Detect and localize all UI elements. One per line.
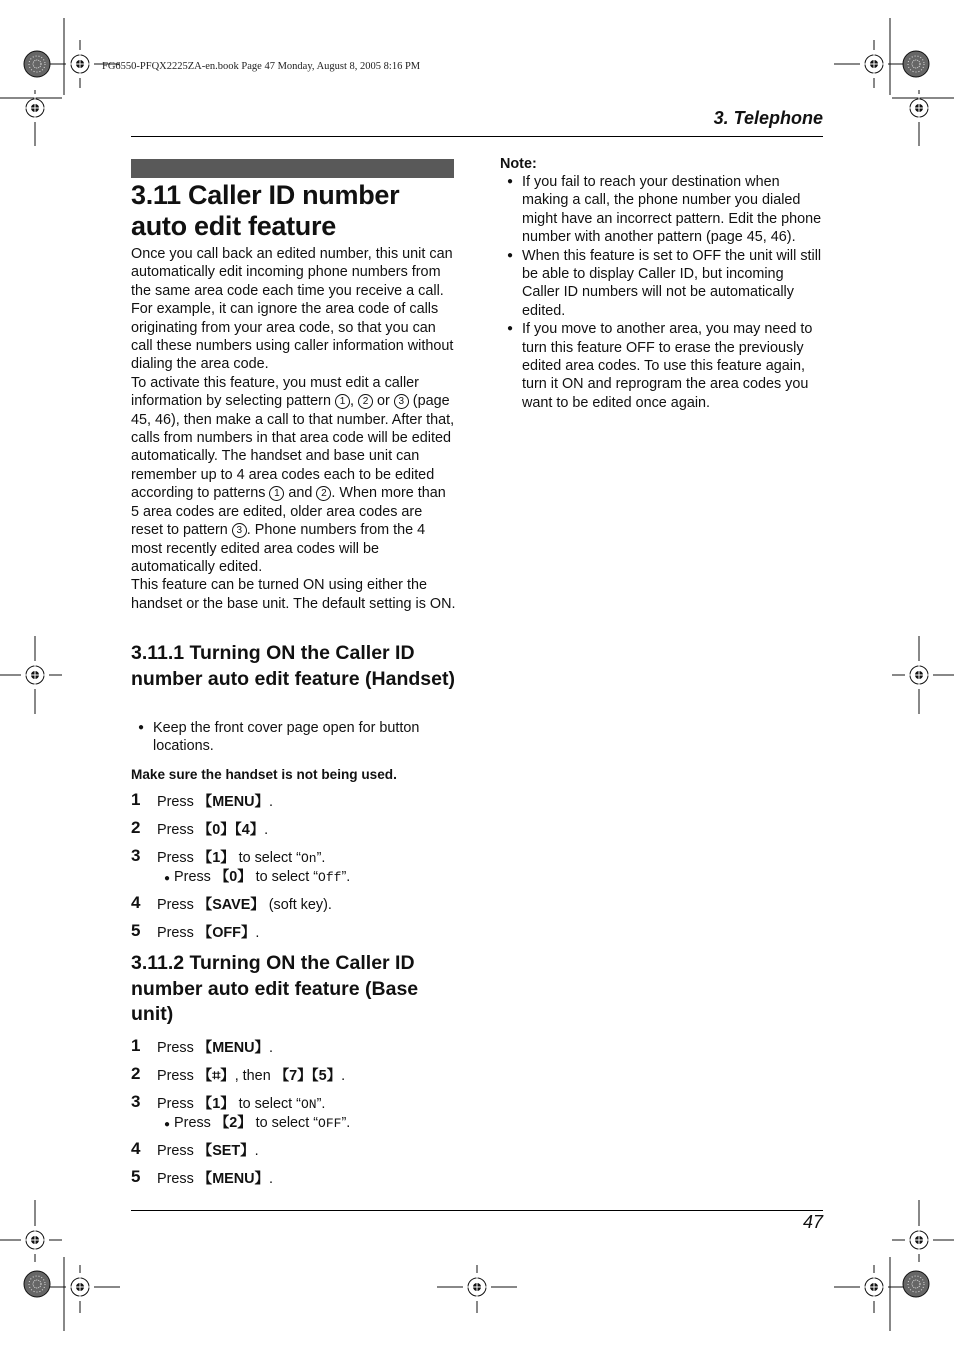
list-item: ● If you move to another area, you may need to turn this feature OFF to erase the previously edited area codes. To use this feature again, turn it ON and reprogram the area codes you want to be edited once again. [507,321,813,411]
print-info: FG6550-PFQX2225ZA-en.book Page 47 Monday, August 8, 2005 8:16 PM [102,61,421,72]
pattern-2-marker: 2 [358,394,373,409]
section-label: 3. Telephone [713,108,823,128]
section-1-bullets [131,719,456,756]
s1-step-3-sub: ● Press 【0】 to select “Off”. [164,869,351,885]
footer-rule [131,1210,823,1211]
note-title: Note: [500,156,537,172]
note-list [500,173,824,412]
intro-text [131,245,456,613]
pattern-1-marker: 1 [335,394,350,409]
s2-step-3-sub: ● Press 【2】 to select “OFF”. [164,1115,351,1131]
page-title: 3.11 Caller ID number auto edit feature [131,180,400,241]
page-number: 47 [802,1212,823,1232]
pattern-3-marker: 3 [394,394,409,409]
precondition: Make sure the handset is not being used. [131,767,397,782]
list-item: ● When this feature is set to OFF the unit will still be able to display Caller ID, but incoming Caller ID numbers will not be automatically edited. [507,247,822,319]
intro-paragraph-1: Once you call back an edited number, this unit can automatically edit incoming phone numbers from the same area code each time you receive a call. For example, it can ignore the area code of calls originating from your area code, so that you can call these numbers using caller information without dialing the area code. [131,246,454,373]
intro-paragraph-3: This feature can be turned ON using either the handset or the base unit. The default setting is ON. [131,577,456,612]
title-bar [131,159,454,178]
section-2-heading: 3.11.2 Turning ON the Caller ID number auto edit feature (Base unit) [131,952,419,1025]
header-rule [131,136,823,137]
intro-paragraph-2: To activate this feature, you must edit a caller information by selecting pattern 1 , 2 or 3 (page 45, 46), then make a call to that number. After that, calls from numbers in that area code will be edited automatically. The handset and base unit can remember up to 4 area codes each to be edited according to patterns 1 and 2 . When more than 5 area codes are edited, older area codes are reset to pattern 3 . Phone numbers from the 4 most recently edited area codes will be automatically edited. [131,374,455,575]
list-item: ● Keep the front cover page open for button locations. [138,720,420,755]
section-1-heading: 3.11.1 Turning ON the Caller ID number auto edit feature (Handset) [131,642,455,690]
list-item: ● If you fail to reach your destination when making a call, the phone number you dialed might have an incorrect pattern. Edit the phone number with another pattern (page 45, 46). [507,174,822,246]
